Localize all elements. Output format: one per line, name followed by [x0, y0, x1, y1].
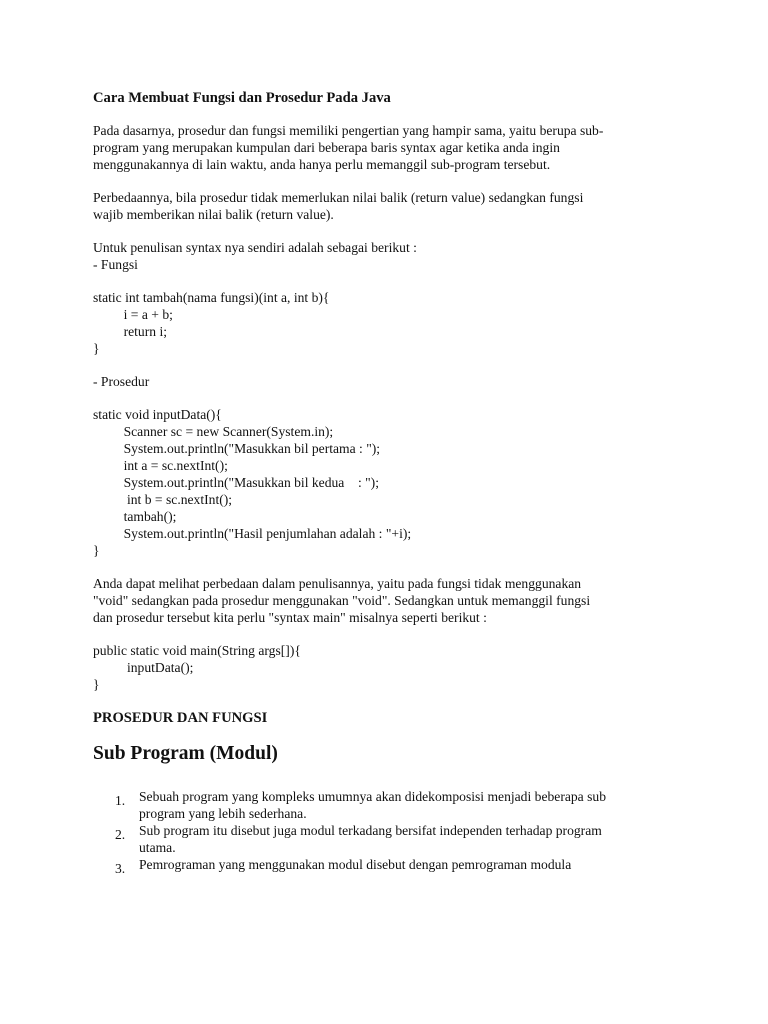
code-line: System.out.println("Masukkan bil kedua : "); — [93, 475, 379, 490]
list-line: Sub program itu disebut juga modul terkadang bersifat independen terhadap program — [139, 823, 602, 838]
code-line: System.out.println("Hasil penjumlahan adalah : "+i); — [93, 526, 412, 541]
prosedur-label — [93, 373, 693, 390]
paragraph-line: wajib memberikan nilai balik (return value). — [93, 207, 334, 222]
list-item — [93, 788, 693, 822]
code-line: int a = sc.nextInt(); — [93, 458, 228, 473]
list-number: 2. — [115, 827, 126, 842]
code-line: Scanner sc = new Scanner(System.in); — [93, 424, 334, 439]
paragraph-line: Pada dasarnya, prosedur dan fungsi memiliki pengertian yang hampir sama, yaitu berupa sub- — [93, 123, 604, 138]
list-line: program yang lebih sederhana. — [139, 806, 307, 821]
paragraph-line: Untuk penulisan syntax nya sendiri adalah sebagai berikut : — [93, 240, 417, 255]
list-line: utama. — [139, 840, 176, 855]
paragraph-line: Anda dapat melihat perbedaan dalam penulisannya, yaitu pada fungsi tidak menggunakan — [93, 576, 582, 591]
code-line: return i; — [93, 324, 167, 339]
list-item — [93, 822, 693, 856]
list-item — [93, 856, 693, 876]
paragraph-line: dan prosedur tersebut kita perlu "syntax main" misalnya seperti berikut : — [93, 610, 487, 625]
code-line: System.out.println("Masukkan bil pertama : "); — [93, 441, 381, 456]
code-block-fungsi — [93, 289, 693, 357]
code-line: i = a + b; — [93, 307, 173, 322]
paragraph-intro — [93, 122, 693, 173]
document-title: Cara Membuat Fungsi dan Prosedur Pada Java — [93, 90, 391, 106]
code-line: } — [93, 543, 100, 558]
paragraph-comparison — [93, 575, 693, 626]
fungsi-label: - Fungsi — [93, 257, 138, 272]
list-number: 1. — [115, 793, 126, 808]
code-block-main — [93, 642, 693, 693]
heading-prosedur-fungsi: PROSEDUR DAN FUNGSI — [93, 710, 268, 726]
prosedur-label-text: - Prosedur — [93, 374, 150, 389]
paragraph-syntax-intro — [93, 239, 693, 273]
code-line: public static void main(String args[]){ — [93, 643, 301, 658]
code-line: } — [93, 341, 100, 356]
code-line: } — [93, 677, 100, 692]
code-line: static void inputData(){ — [93, 407, 222, 422]
paragraph-line: program yang merupakan kumpulan dari beberapa baris syntax agar ketika anda ingin — [93, 140, 560, 155]
code-line: static int tambah(nama fungsi)(int a, int b){ — [93, 290, 330, 305]
heading-sub-program: Sub Program (Modul) — [93, 743, 278, 764]
code-line: int b = sc.nextInt(); — [93, 492, 233, 507]
paragraph-difference — [93, 189, 693, 223]
sub-program-list — [93, 788, 693, 876]
list-number: 3. — [115, 861, 126, 876]
code-block-prosedur — [93, 406, 693, 559]
code-line: inputData(); — [93, 660, 194, 675]
document-content — [93, 89, 693, 876]
list-line: Pemrograman yang menggunakan modul disebut dengan pemrograman modula — [139, 857, 572, 872]
code-line: tambah(); — [93, 509, 177, 524]
paragraph-line: menggunakannya di lain waktu, anda hanya perlu memanggil sub-program tersebut. — [93, 157, 551, 172]
list-line: Sebuah program yang kompleks umumnya akan didekomposisi menjadi beberapa sub — [139, 789, 606, 804]
paragraph-line: Perbedaannya, bila prosedur tidak memerlukan nilai balik (return value) sedangkan fungsi — [93, 190, 584, 205]
paragraph-line: "void" sedangkan pada prosedur menggunakan "void". Sedangkan untuk memanggil fungsi — [93, 593, 591, 608]
